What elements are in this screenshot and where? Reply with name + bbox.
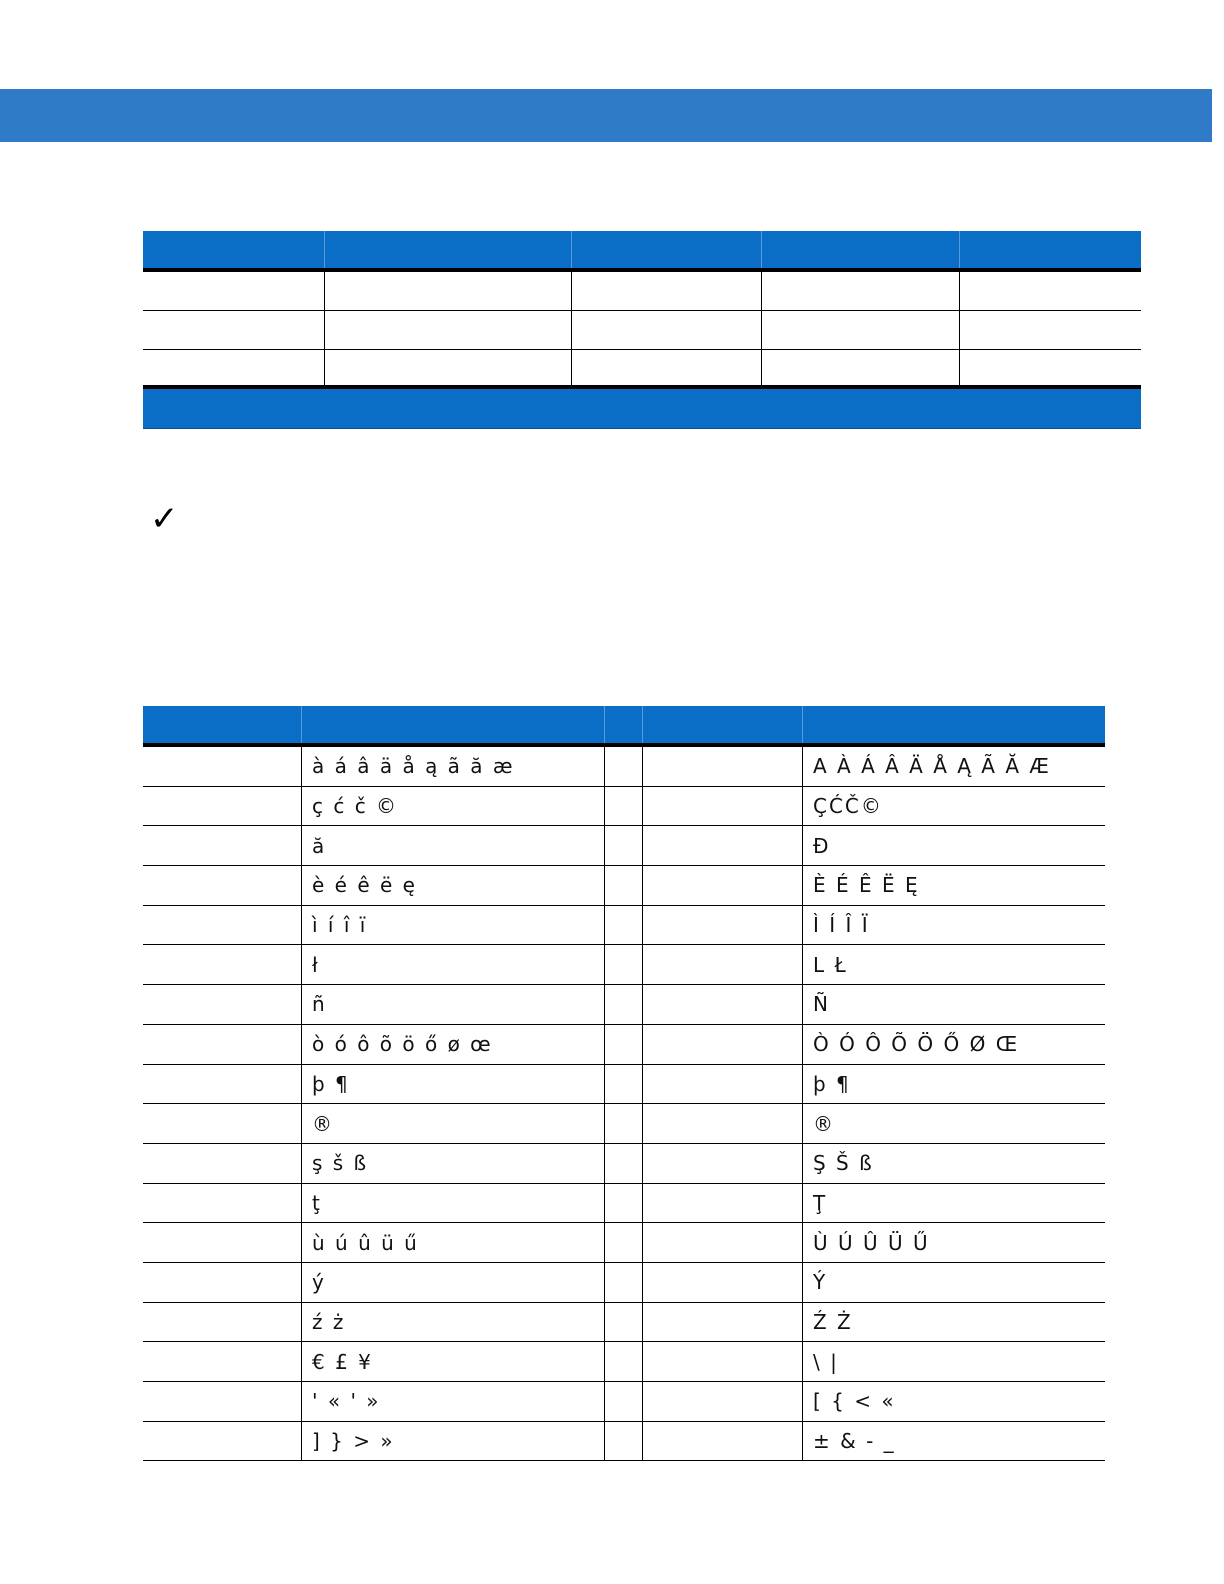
table-cell [803, 1104, 1105, 1143]
table-cell [605, 747, 643, 786]
table-row [143, 1184, 1105, 1224]
uppercase-characters: A À Á Â Ä Å Ą Ã Ă Æ [813, 754, 1051, 779]
table-cell [572, 272, 762, 310]
table-cell [803, 906, 1105, 945]
table-cell [643, 1184, 803, 1223]
table-cell [605, 906, 643, 945]
lowercase-characters: ş š ß [312, 1151, 369, 1176]
table-cell [643, 826, 803, 865]
table-cell [302, 1382, 605, 1421]
header-cell [572, 231, 762, 268]
table-cell [143, 272, 325, 310]
table-cell [302, 826, 605, 865]
header-cell [143, 706, 302, 743]
uppercase-characters: Ź Ż [813, 1309, 853, 1334]
table-cell [803, 1025, 1105, 1064]
table-row [143, 1223, 1105, 1263]
table-cell [803, 747, 1105, 786]
table-cell [803, 1382, 1105, 1421]
table-cell [762, 350, 960, 385]
table-cell [643, 787, 803, 826]
table-cell [302, 1184, 605, 1223]
table-cell [803, 985, 1105, 1024]
table-cell [302, 945, 605, 984]
table-cell [605, 787, 643, 826]
table-cell [143, 906, 302, 945]
uppercase-characters: Ţ [813, 1190, 828, 1215]
table-cell [643, 1303, 803, 1342]
table-cell [643, 1263, 803, 1302]
table-cell [143, 1223, 302, 1262]
header-cell [325, 231, 572, 268]
table-cell [302, 985, 605, 1024]
table-cell [143, 311, 325, 349]
character-table [143, 706, 1105, 1461]
uppercase-characters: Ş Š ß [813, 1151, 874, 1176]
table-cell [605, 1065, 643, 1104]
header-cell [803, 706, 1105, 743]
table-cell [803, 1184, 1105, 1223]
table-cell [643, 866, 803, 905]
header-cell [143, 231, 325, 268]
header-cell [605, 706, 643, 743]
lowercase-characters: € £ ¥ [312, 1349, 373, 1374]
table-cell [803, 1422, 1105, 1461]
table-cell [302, 1422, 605, 1461]
table-cell [143, 1025, 302, 1064]
table-cell [302, 1223, 605, 1262]
table-cell [643, 747, 803, 786]
table-row [143, 1303, 1105, 1343]
table-cell [143, 747, 302, 786]
uppercase-characters: ® [813, 1111, 835, 1136]
table-cell [803, 866, 1105, 905]
lowercase-characters: ' « ' » [312, 1389, 381, 1414]
uppercase-characters: È É Ê Ë Ę [813, 873, 920, 898]
table-cell [605, 1263, 643, 1302]
table-cell [803, 1065, 1105, 1104]
table-cell [302, 1104, 605, 1143]
table-cell [643, 985, 803, 1024]
table-cell [302, 1025, 605, 1064]
lowercase-characters: ñ [312, 992, 327, 1017]
table-cell [143, 1065, 302, 1104]
uppercase-characters: ± & - _ [813, 1429, 896, 1454]
table-cell [325, 272, 572, 310]
uppercase-characters: ÇĆČ© [813, 794, 883, 819]
table-row [143, 311, 1141, 350]
lowercase-characters: ă [312, 833, 327, 858]
table-cell [143, 1303, 302, 1342]
table-row [143, 1025, 1105, 1065]
table-cell [960, 350, 1141, 385]
table-cell [643, 945, 803, 984]
table-cell [605, 1104, 643, 1143]
table-cell [143, 1342, 302, 1381]
table-cell [302, 1303, 605, 1342]
table-cell [302, 787, 605, 826]
table-cell [643, 1382, 803, 1421]
table-cell [143, 945, 302, 984]
lowercase-characters: ® [312, 1111, 334, 1136]
table-cell [143, 826, 302, 865]
table-row [143, 826, 1105, 866]
table-row [143, 1422, 1105, 1462]
table-cell [605, 1223, 643, 1262]
table-cell [960, 311, 1141, 349]
table-cell [643, 1342, 803, 1381]
table-cell [302, 906, 605, 945]
uppercase-characters: þ ¶ [813, 1071, 851, 1096]
lowercase-characters: ò ó ô õ ö ő ø œ [312, 1032, 493, 1057]
table-cell [302, 1144, 605, 1183]
table-cell [325, 311, 572, 349]
table-cell [803, 1303, 1105, 1342]
table-row [143, 350, 1141, 389]
table-cell [803, 787, 1105, 826]
table-cell [803, 945, 1105, 984]
lowercase-characters: þ ¶ [312, 1071, 350, 1096]
table-cell [143, 1184, 302, 1223]
table-cell [803, 1223, 1105, 1262]
character-table-body [143, 747, 1105, 1461]
table-cell [803, 826, 1105, 865]
lowercase-characters: ç ć č © [312, 794, 399, 819]
header-cell [762, 231, 960, 268]
lowercase-characters: ù ú û ü ű [312, 1230, 419, 1255]
table-row [143, 945, 1105, 985]
uppercase-characters: L Ł [813, 952, 848, 977]
table-row [143, 866, 1105, 906]
table-cell [762, 272, 960, 310]
uppercase-characters: Ì Í Î Ï [813, 913, 870, 938]
table-cell [803, 1342, 1105, 1381]
table-cell [803, 1144, 1105, 1183]
lowercase-characters: ź ż [312, 1309, 346, 1334]
table-cell [605, 945, 643, 984]
table-row [143, 272, 1141, 311]
table-row [143, 1342, 1105, 1382]
table-row [143, 1065, 1105, 1105]
chapter-banner [0, 89, 1212, 142]
table-row [143, 1104, 1105, 1144]
table-row [143, 747, 1105, 787]
table-cell [302, 866, 605, 905]
table-cell [605, 1025, 643, 1064]
table-cell [143, 350, 325, 385]
uppercase-characters: [ { < « [813, 1389, 896, 1414]
table-cell [143, 1104, 302, 1143]
top-table [143, 231, 1141, 429]
header-cell [643, 706, 803, 743]
header-cell [960, 231, 1141, 268]
table-cell [605, 1342, 643, 1381]
table-cell [762, 311, 960, 349]
table-cell [302, 1065, 605, 1104]
table-cell [605, 1303, 643, 1342]
top-table-footer [143, 389, 1141, 429]
header-cell [302, 706, 605, 743]
table-cell [643, 1422, 803, 1461]
lowercase-characters: è é ê ë ę [312, 873, 417, 898]
lowercase-characters: ] } > » [312, 1429, 395, 1454]
uppercase-characters: \ | [813, 1349, 839, 1374]
uppercase-characters: Ñ [813, 992, 830, 1017]
lowercase-characters: ý [312, 1270, 326, 1295]
character-table-header [143, 706, 1105, 747]
lowercase-characters: à á â ä å ą ã ă æ [312, 754, 515, 779]
lowercase-characters: ì í î ï [312, 913, 368, 938]
table-cell [143, 1422, 302, 1461]
table-cell [143, 985, 302, 1024]
table-cell [605, 1144, 643, 1183]
table-cell [302, 1342, 605, 1381]
table-cell [143, 1382, 302, 1421]
table-row [143, 985, 1105, 1025]
table-cell [605, 985, 643, 1024]
table-cell [143, 866, 302, 905]
table-cell [643, 1025, 803, 1064]
table-row [143, 1382, 1105, 1422]
table-cell [302, 1263, 605, 1302]
table-cell [572, 350, 762, 385]
table-cell [605, 866, 643, 905]
table-row [143, 1263, 1105, 1303]
lowercase-characters: ł [312, 952, 320, 977]
table-cell [302, 747, 605, 786]
table-cell [143, 1263, 302, 1302]
top-table-header [143, 231, 1141, 272]
table-row [143, 1144, 1105, 1184]
table-cell [960, 272, 1141, 310]
table-cell [143, 1144, 302, 1183]
table-cell [643, 906, 803, 945]
table-cell [605, 1422, 643, 1461]
uppercase-characters: Ý [813, 1270, 828, 1295]
table-cell [605, 1382, 643, 1421]
table-cell [643, 1104, 803, 1143]
uppercase-characters: Ù Ú Û Ü Ű [813, 1230, 930, 1255]
uppercase-characters: Đ [813, 833, 831, 858]
table-cell [605, 1184, 643, 1223]
table-cell [803, 1263, 1105, 1302]
table-cell [643, 1223, 803, 1262]
uppercase-characters: Ò Ó Ô Õ Ö Ő Ø Œ [813, 1032, 1020, 1057]
table-cell [143, 787, 302, 826]
table-cell [605, 826, 643, 865]
table-row [143, 787, 1105, 827]
table-cell [643, 1065, 803, 1104]
check-icon: ✓ [150, 499, 179, 539]
table-cell [643, 1144, 803, 1183]
table-cell [325, 350, 572, 385]
lowercase-characters: ţ [312, 1190, 322, 1215]
table-row [143, 906, 1105, 946]
table-cell [572, 311, 762, 349]
